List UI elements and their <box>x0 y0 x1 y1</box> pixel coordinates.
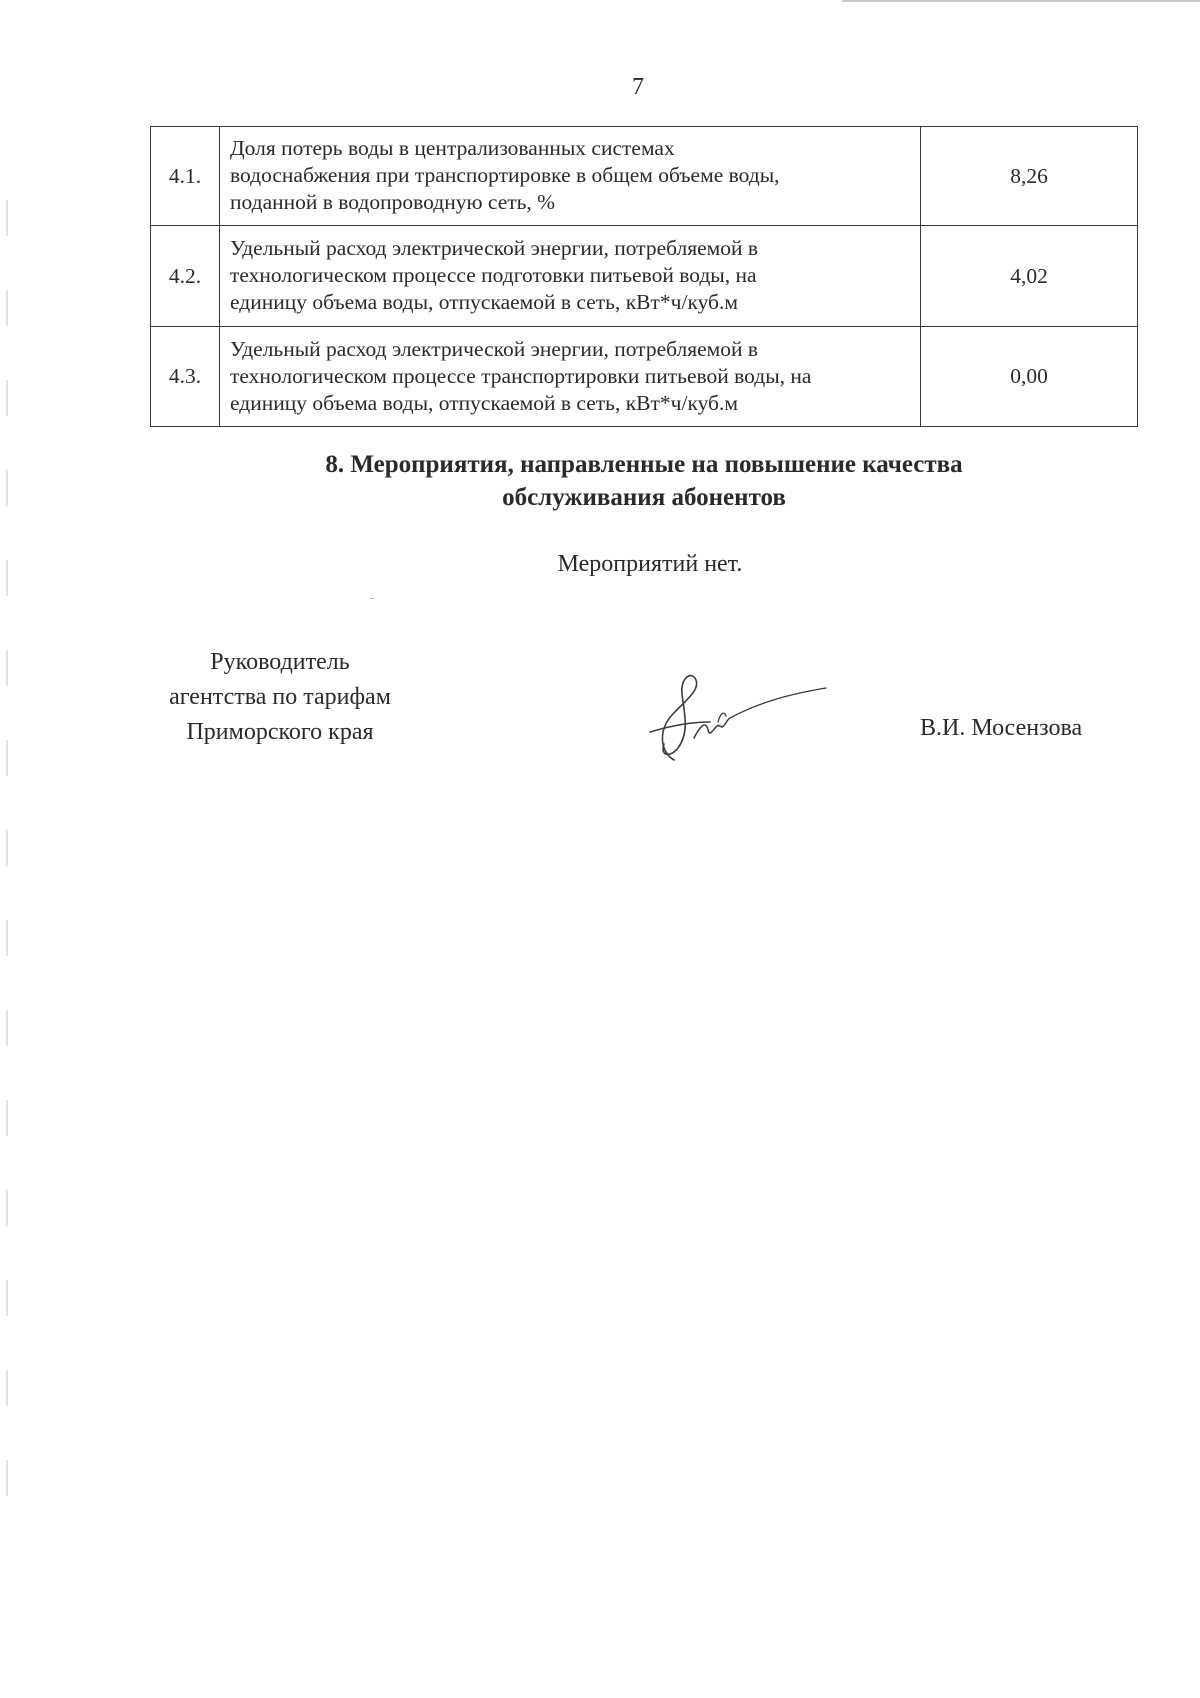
section-body-text: Мероприятий нет. <box>557 551 743 577</box>
scan-speck <box>370 598 374 599</box>
row-number: 4.3. <box>151 327 220 427</box>
row-value: 8,26 <box>921 127 1138 226</box>
signer-position <box>145 645 415 750</box>
signer-position-line: Приморского края <box>186 719 374 745</box>
table-row <box>151 327 1138 427</box>
signer-position-line: Руководитель <box>210 649 350 675</box>
row-value: 0,00 <box>921 327 1138 427</box>
row-description-line: технологическом процессе подготовки питьевой воды, на <box>230 263 757 287</box>
handwritten-signature <box>630 660 830 770</box>
row-description-line: единицу объема воды, отпускаемой в сеть, кВт*ч/куб.м <box>230 390 738 415</box>
section-heading-line: 8. Мероприятия, направленные на повышение качества <box>325 451 963 478</box>
page-number: 7 <box>632 74 644 100</box>
row-description-line: водоснабжения при транспортировке в общем объеме воды, <box>230 163 780 187</box>
row-description-line: Удельный расход электрической энергии, потребляемой в <box>230 336 759 361</box>
section-heading-line: обслуживания абонентов <box>502 484 786 511</box>
scan-artifact <box>6 200 8 1500</box>
row-description <box>220 127 921 226</box>
top-edge-rule <box>842 0 1200 2</box>
row-description-line: поданной в водопроводную сеть, % <box>230 190 556 214</box>
row-description-line: единицу объема воды, отпускаемой в сеть, кВт*ч/куб.м <box>230 290 738 314</box>
row-description <box>220 226 921 327</box>
table-row <box>151 226 1138 327</box>
row-description <box>220 327 921 427</box>
row-description-line: Доля потерь воды в централизованных системах <box>230 136 675 160</box>
row-description-line: технологическом процессе транспортировки питьевой воды, на <box>230 363 812 388</box>
signer-position-line: агентства по тарифам <box>169 684 391 710</box>
row-value: 4,02 <box>921 226 1138 327</box>
table-row <box>151 127 1138 226</box>
row-number: 4.1. <box>151 127 220 226</box>
signer-name: В.И. Мосензова <box>920 715 1083 741</box>
row-number: 4.2. <box>151 226 220 327</box>
indicators-table <box>150 126 1138 427</box>
section-heading <box>150 448 1138 514</box>
row-description-line: Удельный расход электрической энергии, потребляемой в <box>230 236 759 260</box>
